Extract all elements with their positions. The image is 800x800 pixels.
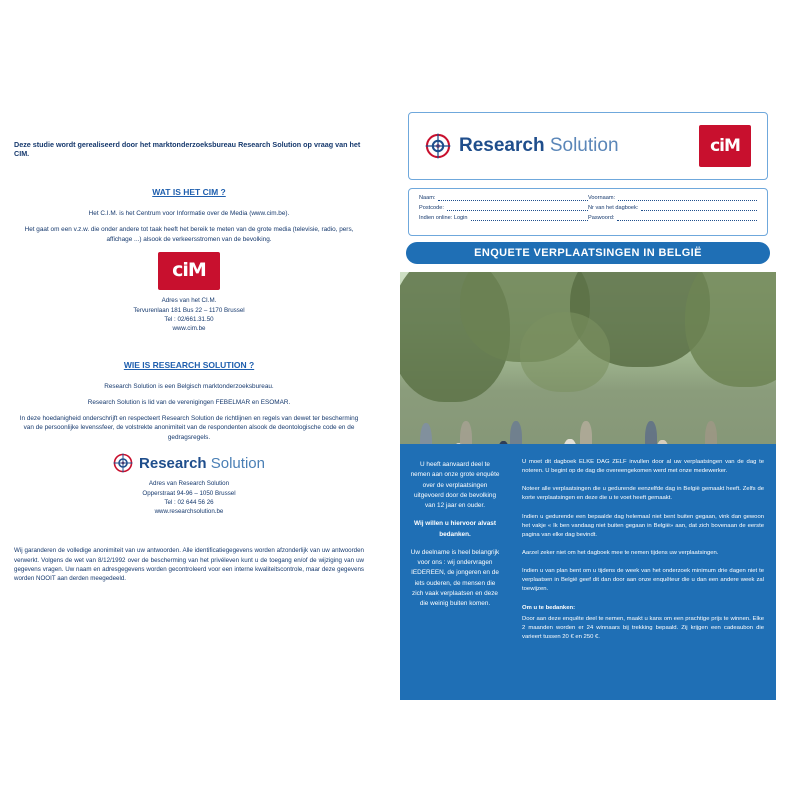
instruction-paragraph-5: Indien u van plan bent om u tijdens de week van het onderzoek minimum drie dagen niet te verplaatsen in België geef dit dan door aan onze enquêteur die u dan een andere week zal toewijzen. (522, 568, 764, 593)
rs-section-title: WIE IS RESEARCH SOLUTION ? (123, 359, 255, 370)
cim-address-line-4: www.cim.be (172, 325, 206, 333)
brochure-logo-bold: Research (459, 135, 545, 156)
cim-address-line-1: Adres van het CI.M. (161, 297, 217, 305)
rs-logo-bold: Research (139, 454, 207, 472)
form-row-postcode (419, 204, 757, 211)
form-row-login (419, 214, 757, 221)
reward-paragraph: Door aan deze enquête deel te nemen, maakt u kans om een prachtige prijs te winnen. Elke 2 maanden worden er 24 winnaars bij trekking bepaald. Zij krijgen een cadeaubon die varieert tussen 20 € en 250 €. (522, 615, 764, 640)
rs-paragraph-3: In deze hoedanigheid onderschrijft en respecteert Research Solution de richtlijnen en regels van dewet ter bescherming van de persoonlijke levenssfeer, de volstrekte anonimiteit van de respondenten alsook de deontologische code en de gedragsregels. (19, 414, 359, 442)
intro-text: Deze studie wordt gerealiseerd door het marktonderzoeksbureau Research Solution op vraag van het CIM. (14, 140, 361, 159)
rs-address (14, 479, 364, 516)
input-paswoord[interactable] (617, 214, 757, 221)
brochure-logo-light: Solution (549, 135, 619, 156)
rs-logo-light: Solution (210, 454, 265, 472)
cim-address-line-3: Tel : 02/661.31.50 (164, 316, 214, 324)
field-nr-dagboek[interactable] (588, 204, 757, 211)
instruction-paragraph-1: U moet dit dagboek ELKE DAG ZELF invullen door al uw verplaatsingen van de dag te noteren. U begint op de dag die overeengekomen werd met onze medewerker. (522, 459, 764, 475)
rs-paragraph-1: Research Solution is een Belgisch marktonderzoeksbureau. (104, 382, 274, 390)
survey-title-banner: ENQUETE VERPLAATSINGEN IN BELGIË (406, 242, 770, 264)
field-postcode[interactable] (419, 204, 588, 211)
participation-panel (400, 444, 510, 700)
research-solution-section (14, 360, 364, 517)
field-paswoord[interactable] (588, 214, 757, 221)
cim-address-line-2: Tervurenlaan 181 Bus 22 – 1170 Brussel (133, 306, 245, 314)
page-edge (776, 272, 786, 700)
target-icon (113, 453, 133, 473)
input-nr-dagboek[interactable] (641, 204, 757, 211)
rs-address-line-3: Tel : 02 644 56 26 (164, 498, 214, 506)
rs-address-line-1: Adres van Research Solution (148, 480, 230, 488)
rs-address-line-4: www.researchsolution.be (154, 508, 224, 516)
tree-shape (520, 312, 610, 392)
label-voornaam: Voornaam: (588, 195, 616, 201)
rs-paragraph-2: Research Solution is lid van de verenigingen FEBELMAR en ESOMAR. (87, 398, 291, 406)
cim-paragraph-1: Het C.I.M. is het Centrum voor Informatie over de Media (www.cim.be). (88, 209, 290, 217)
field-naam[interactable] (419, 194, 588, 201)
input-login[interactable] (471, 214, 588, 221)
brochure-wordmark (459, 135, 619, 157)
field-login[interactable] (419, 214, 588, 221)
participation-thanks: Wij willen u hiervoor alvast bedanken. (414, 520, 496, 538)
input-voornaam[interactable] (618, 194, 757, 201)
brochure-panel (390, 112, 786, 700)
field-voornaam[interactable] (588, 194, 757, 201)
label-login: Indien online: Login (419, 215, 468, 221)
left-panel (14, 140, 364, 584)
cim-section-title: WAT IS HET CIM ? (152, 186, 226, 197)
cim-logo (699, 125, 751, 167)
reward-heading: Om u te bedanken: (522, 604, 576, 611)
input-postcode[interactable] (447, 204, 588, 211)
instruction-paragraph-4: Aarzel zeker niet om het dagboek mee te nemen tijdens uw verplaatsingen. (522, 549, 719, 556)
cim-address (14, 296, 364, 333)
research-solution-logo (14, 453, 364, 473)
privacy-footer: Wij garanderen de volledige anonimiteit van uw antwoorden. Alle identificatiegegevens worden afzonderlijk van uw antwoorden verwerkt. Volgens de wet van 8/12/1992 over de bescherming van het privéleven kunt u de toegang en/of de wijziging van uw gegevens vragen. Uw naam en adresgegevens worden gecontroleerd voor een interne kwaliteitscontrole, maar deze gegevens worden NOOIT aan derden meegedeeld. (14, 547, 364, 583)
label-postcode: Postcode: (419, 205, 444, 211)
participation-paragraph-3: Uw deelname is heel belangrijk voor ons : wij ondervragen IEDEREEN, de jongeren en de iets ouderen, de mensen die zich vaak verplaatsen en deze die weinig buiten komen. (410, 548, 500, 607)
label-naam: Naam: (419, 195, 436, 201)
rs-address-line-2: Opperstraat 94-96 – 1050 Brussel (142, 489, 236, 497)
label-nr-dagboek: Nr van het dagboek: (588, 205, 639, 211)
participation-paragraph-1: U heeft aanvaard deel te nemen aan onze grote enquête over de verplaatsingen uitgevoerd door de bevolking van 12 jaar en ouder. (410, 461, 500, 509)
cim-logo-text: ciM (172, 259, 206, 282)
instruction-paragraph-2: Noteer alle verplaatsingen die u gedurende eenzelfde dag in België gemaakt heeft. Zelfs de korte verplaatsingen en deze die u te voet heeft gemaakt. (522, 486, 764, 502)
label-paswoord: Paswoord: (588, 215, 615, 221)
research-solution-wordmark (139, 455, 265, 472)
cim-paragraph-2: Het gaat om een v.z.w. die onder andere tot taak heeft het bereik te meten van de grote media (televisie, radio, pers, affichage ...) alsook de verkeersstromen van de bevolking. (24, 225, 354, 243)
instructions-panel (510, 444, 776, 700)
input-naam[interactable] (438, 194, 588, 201)
brochure-header (408, 112, 768, 180)
target-icon (425, 133, 451, 159)
brochure-header-logo (425, 133, 619, 159)
instruction-paragraph-3: Indien u gedurende een bepaalde dag helemaal niet bent buiten gegaan, vink dan gewoon het vakje « Ik ben vandaag niet buiten gegaan in België» aan, dat zich bovenaan de eerste pagina van elke dag bevindt. (522, 513, 764, 538)
cim-logo (158, 252, 220, 290)
cim-section (14, 187, 364, 334)
cim-logo-text: ciM (710, 136, 740, 156)
respondent-form (408, 188, 768, 236)
form-row-name (419, 194, 757, 201)
